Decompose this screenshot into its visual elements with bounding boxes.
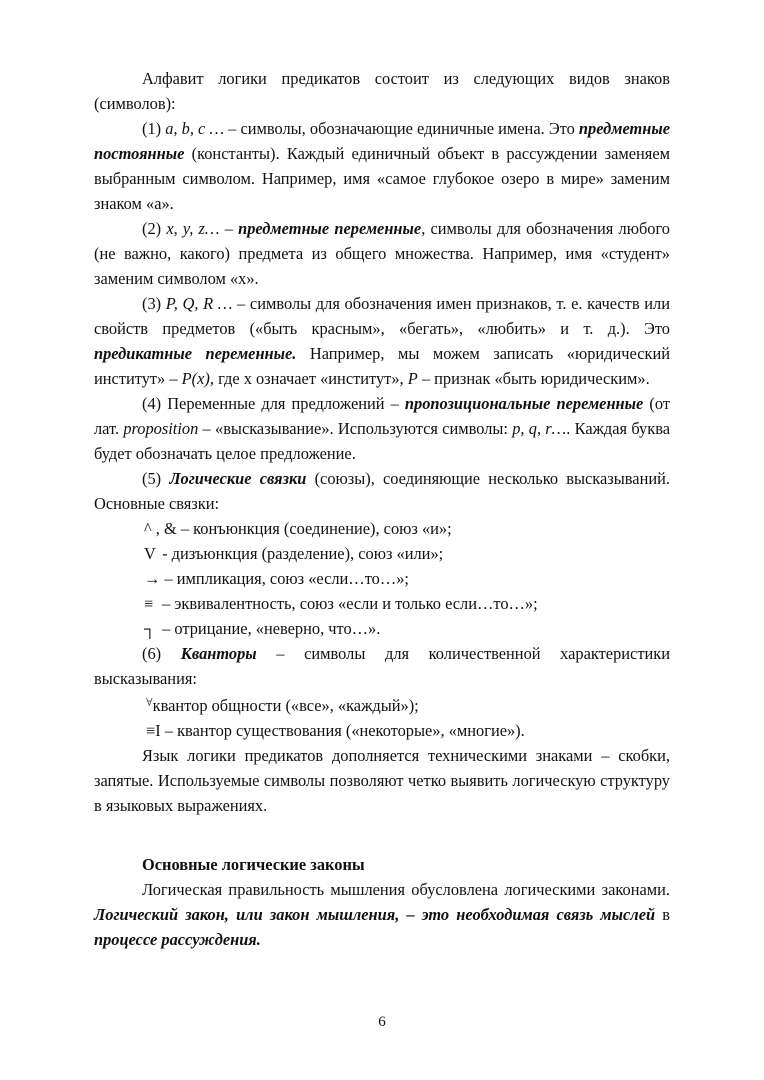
implication-symbol: →: [144, 569, 161, 588]
item-3-symbols: P, Q, R …: [165, 294, 233, 313]
connective-equivalence: ≡ – эквивалентность, союз «если и только если…то…»;: [144, 591, 670, 616]
item-3-predicate: P: [407, 369, 418, 388]
law-definition: Логический закон, или закон мышления, – это необходимая связь мыслей: [94, 905, 656, 924]
law-process-term: процессе рассуждения.: [94, 930, 261, 949]
item-4-symbols: p, q, r…: [512, 419, 567, 438]
connective-conjunction: ^ , & – конъюнкция (соединение), союз «и»;: [144, 516, 670, 541]
item-1-symbols: a, b, c …: [165, 119, 225, 138]
negation-symbol: ┐: [144, 619, 156, 638]
item-5-term: Логические связки: [169, 469, 307, 488]
item-2-term: предметные переменные: [238, 219, 422, 238]
equivalence-symbol: ≡: [144, 594, 154, 613]
page-number: 6: [378, 1014, 386, 1030]
item-4-term: пропозициональные переменные: [404, 394, 644, 413]
universal-quantifier-symbol: ∀: [146, 697, 153, 709]
item-4-paragraph: (4) Переменные для предложений – пропозициональные переменные (от лат. proposition – «высказывание». Используются символы: p, q, r…. Каждая буква будет обозначать целое предложение.: [94, 394, 671, 463]
item-6-term: Кванторы: [180, 644, 257, 663]
item-1-paragraph: (1) a, b, c … – символы, обозначающие единичные имена. Это предметные постоянные (константы). Каждый единичный объект в рассуждении заменяем выбранным символом. Например, имя «самое глубокое озеро в мире» заменим знаком «а».: [94, 119, 670, 213]
item-6-paragraph: (6) Кванторы – символы для количественной характеристики высказывания:: [94, 644, 670, 688]
body-text: [94, 66, 670, 952]
quantifier-existential: ≡I – квантор существования («некоторые», «многие»).: [146, 721, 525, 740]
connective-negation: ┐ – отрицание, «неверно, что…».: [144, 616, 670, 641]
item-1-term: предметные постоянные: [94, 119, 670, 163]
item-2-symbols: x, y, z…: [166, 219, 220, 238]
conjunction-symbol: ^ , &: [144, 519, 177, 538]
law-paragraph: Логическая правильность мышления обусловлена логическими законами. Логический закон, или закон мышления, – это необходимая связь мыслей в процессе рассуждения.: [94, 880, 670, 949]
closing-paragraph: Язык логики предикатов дополняется техническими знаками – скобки, запятые. Используемые символы позволяют четко выявить логическую структуру в языковых выражениях.: [94, 746, 670, 815]
disjunction-symbol: V: [144, 544, 156, 563]
connective-disjunction: V - дизъюнкция (разделение), союз «или»;: [144, 541, 670, 566]
item-3-formula: P(x): [181, 369, 210, 388]
existential-quantifier-symbol: ≡I: [146, 721, 161, 740]
item-3-term: предикатные переменные.: [94, 344, 297, 363]
item-4-latin: proposition: [123, 419, 199, 438]
connective-implication: → – импликация, союз «если…то…»;: [144, 566, 670, 591]
intro-paragraph: Алфавит логики предикатов состоит из следующих видов знаков (символов):: [94, 69, 670, 113]
item-5-paragraph: (5) Логические связки (союзы), соединяющие несколько высказываний. Основные связки:: [94, 469, 670, 513]
section-heading: Основные логические законы: [142, 855, 365, 874]
item-3-paragraph: (3) P, Q, R … – символы для обозначения имен признаков, т. е. качеств или свойств предметов («быть красным», «бегать», «любить» и т. д.). Это предикатные переменные. Например, мы можем записать «юридический институт» – P(x), где х означает «институт», P – признак «быть юридическим».: [94, 294, 670, 388]
quantifier-universal: ∀квантор общности («все», «каждый»);: [146, 696, 419, 715]
item-2-paragraph: (2) x, y, z… – предметные переменные, символы для обозначения любого (не важно, какого) предмета из общего множества. Например, имя «студент» заменим символом «х».: [94, 219, 670, 288]
